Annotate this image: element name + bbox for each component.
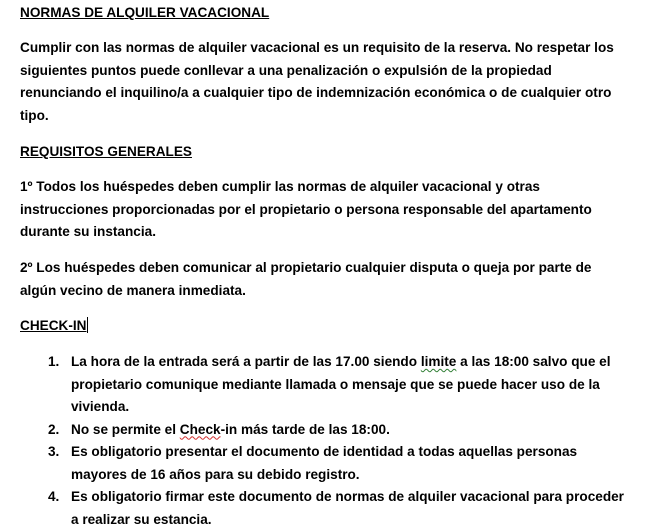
- list-item: [20, 419, 630, 442]
- list-item-text: La hora de la entrada será a partir de las 17.00 siendo: [71, 354, 421, 369]
- text-cursor: [87, 317, 88, 333]
- check-in-heading: [20, 315, 88, 338]
- grammar-flagged-word: limite: [420, 354, 457, 369]
- check-in-list: [20, 351, 630, 531]
- list-item-text: Es obligatorio presentar el documento de identidad a todas aquellas personas mayores de 16 años para su debido registro.: [71, 444, 578, 482]
- general-requirements-heading: REQUISITOS GENERALES: [20, 144, 192, 159]
- list-item: [20, 441, 630, 486]
- general-requirement-2: 2º Los huéspedes deben comunicar al propietario cualquier disputa o queja por parte de algún vecino de manera inmediata.: [20, 260, 592, 298]
- list-item: [20, 486, 630, 531]
- list-item-number: 3.: [48, 444, 60, 459]
- list-item-text: a las 18:00 salvo que el propietario comunique mediante llamada o mensaje que se puede hacer uso de la vivienda.: [71, 354, 611, 414]
- list-item-text: -in más tarde de las 18:00.: [220, 421, 390, 437]
- list-item-text: No se permite el: [71, 421, 180, 437]
- document-title: NORMAS DE ALQUILER VACACIONAL: [20, 5, 270, 20]
- list-item-text: Es obligatorio firmar este documento de normas de alquiler vacacional para proceder a realizar su estancia.: [71, 489, 624, 527]
- intro-paragraph: Cumplir con las normas de alquiler vacacional es un requisito de la reserva. No respetar los siguientes puntos puede conllevar a una penalización o expulsión de la propiedad renunciando el inquilino/a a cualquier tipo de indemnización económica o de cualquier otro tipo.: [20, 40, 614, 123]
- spelling-flagged-word: Check: [179, 421, 221, 437]
- list-item-number: 2.: [48, 421, 60, 437]
- check-in-heading-text: CHECK-IN: [20, 318, 87, 333]
- list-item-number: 4.: [48, 489, 60, 504]
- general-requirement-1: 1º Todos los huéspedes deben cumplir las normas de alquiler vacacional y otras instrucciones proporcionadas por el propietario o persona responsable del apartamento durante su instancia.: [20, 179, 592, 239]
- list-item: [20, 351, 630, 419]
- list-item-number: 1.: [48, 354, 60, 369]
